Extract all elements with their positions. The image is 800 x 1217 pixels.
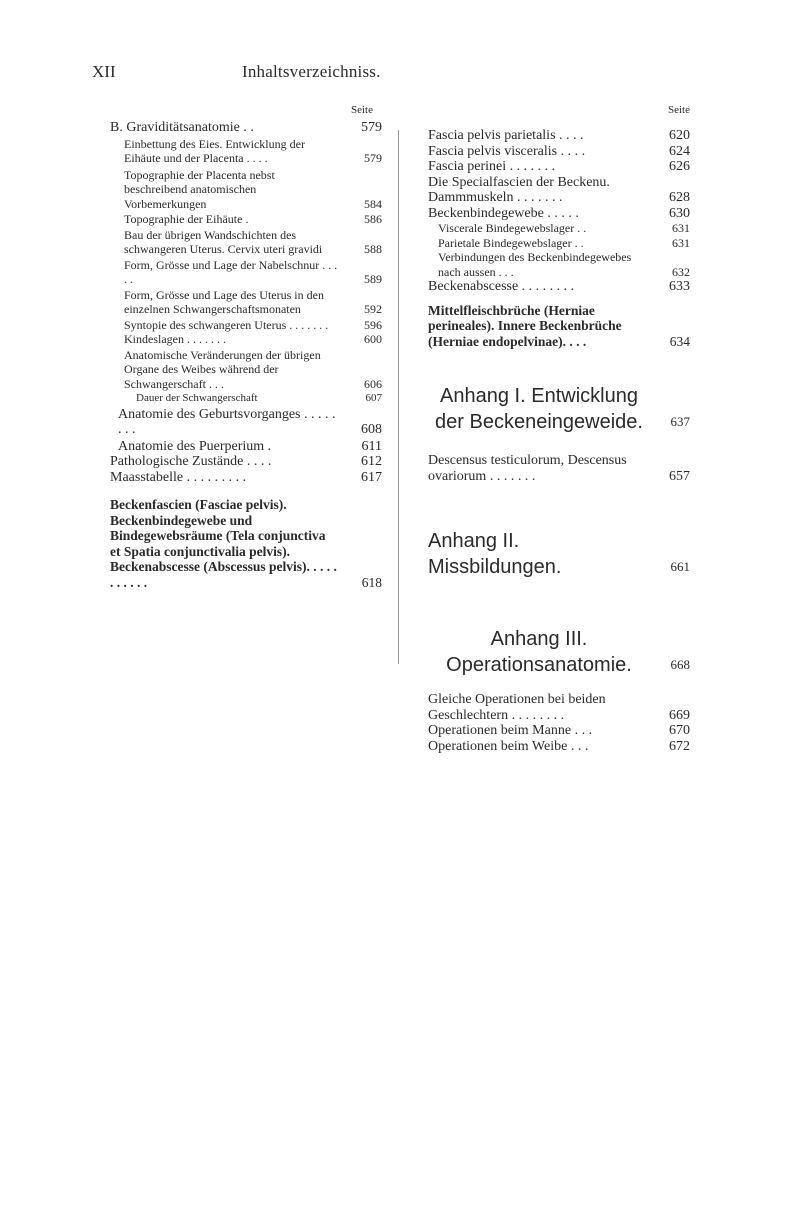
entry-text: Descensus testiculorum, Descensus ovariorum . . . . . . .: [428, 453, 627, 484]
running-header: [92, 62, 692, 86]
toc-entry: [398, 723, 690, 739]
entry-page: 589: [364, 272, 382, 286]
entry-text: Anhang III. Operationsanatomie.: [446, 628, 632, 676]
toc-entry: [110, 439, 382, 455]
entry-page: 600: [364, 332, 382, 346]
entry-page: 588: [364, 242, 382, 256]
toc-entry: [110, 470, 382, 486]
entry-text: Fascia pelvis parietalis . . . .: [428, 128, 584, 143]
entry-text: Einbettung des Eies. Entwicklung der Eihäute und der Placenta . . . .: [124, 136, 305, 165]
entry-text: Beckenbindegewebe . . . . .: [428, 205, 579, 221]
toc-entry: [110, 258, 382, 287]
entry-text: Gleiche Operationen bei beiden Geschlechtern . . . . . . . .: [428, 692, 606, 723]
seite-label: Seite: [351, 104, 373, 116]
entry-page: 579: [361, 120, 382, 135]
toc-entry: [110, 348, 382, 392]
entry-text: Beckenabscesse . . . . . . . .: [428, 279, 575, 294]
toc-entry: [398, 250, 690, 279]
seite-label: Seite: [668, 104, 690, 116]
toc-entry: [398, 159, 690, 175]
entry-page: 596: [364, 317, 382, 332]
toc-entry: [398, 279, 690, 295]
entry-page: 618: [361, 574, 382, 590]
toc-entry: [110, 168, 382, 212]
entry-text: Viscerale Bindegewebslager . .: [438, 221, 587, 235]
entry-text: Beckenfascien (Fasciae pelvis). Beckenbindegewebe und Bindegewebsräume (Tela conjunctiva et Spatia conjunctivalia pelvis). Beckenabscesse (Abscessus pelvis). . . . . . . . . . .: [110, 497, 337, 590]
toc-entry: [398, 221, 690, 236]
entry-text: Anhang I. Entwicklung der Beckeneingeweide.: [435, 385, 643, 433]
entry-page: 670: [669, 723, 690, 738]
toc-entry: [110, 332, 382, 347]
toc-entry: [398, 236, 690, 251]
entry-page: 606: [364, 376, 382, 391]
toc-entry: [398, 175, 690, 206]
entry-page: 624: [669, 143, 690, 159]
toc-entry: [110, 454, 382, 470]
entry-page: 668: [670, 657, 690, 672]
entry-text: Verbindungen des Beckenbindegewebes nach aussen . . .: [438, 250, 632, 279]
toc-section-entry: [110, 497, 382, 590]
entry-text: Maasstabelle . . . . . . . . .: [110, 469, 247, 485]
toc-entry: [398, 739, 690, 755]
entry-text: Fascia perinei . . . . . . .: [428, 159, 556, 174]
toc-entry: [110, 407, 382, 438]
entry-text: Parietale Bindegewebslager . .: [438, 235, 584, 250]
toc-entry: [398, 206, 690, 222]
entry-text: Anatomie des Geburtsvorganges . . . . . . . .: [118, 406, 336, 437]
entry-page: 608: [361, 422, 382, 437]
entry-page: 611: [361, 438, 382, 454]
toc-entry: [398, 128, 690, 144]
toc-entry: [110, 120, 382, 136]
entry-page: 632: [672, 264, 690, 279]
entry-text: B. Graviditätsanatomie . .: [110, 120, 254, 135]
entry-page: 669: [669, 707, 690, 723]
entry-page: 634: [669, 333, 690, 349]
running-title: Inhaltsverzeichniss.: [242, 62, 381, 81]
appendix-heading: [398, 626, 690, 678]
entry-text: Mittelfleischbrüche (Herniae perineales). Innere Beckenbrüche (Herniae endopelvinae). . . .: [428, 302, 622, 349]
appendix-heading: [398, 383, 690, 435]
toc-entry: [398, 692, 690, 723]
appendix-heading: [398, 528, 690, 580]
entry-text: Fascia pelvis visceralis . . . .: [428, 143, 586, 159]
entry-page: 633: [669, 279, 690, 294]
entry-text: Bau der übrigen Wandschichten des schwangeren Uterus. Cervix uteri gravidi: [124, 227, 323, 256]
entry-text: Anatomie des Puerperium .: [118, 438, 272, 454]
entry-text: Dauer der Schwangerschaft: [136, 392, 258, 404]
toc-entry: [110, 318, 382, 333]
entry-text: Anatomische Veränderungen der übrigen Organe des Weibes während der Schwangerschaft . . .: [124, 347, 321, 391]
right-column: [398, 104, 690, 754]
toc-entry: [398, 453, 690, 484]
toc-entry: [110, 392, 382, 406]
entry-text: Syntopie des schwangeren Uterus . . . . . . .: [124, 317, 329, 332]
entry-text: Form, Grösse und Lage der Nabelschnur . . . . .: [124, 257, 338, 286]
entry-text: Form, Grösse und Lage des Uterus in den einzelnen Schwangerschaftsmonaten: [124, 287, 324, 316]
entry-page: 661: [670, 559, 690, 574]
entry-text: Kindeslagen . . . . . . .: [124, 332, 226, 346]
entry-text: Operationen beim Weibe . . .: [428, 738, 589, 754]
left-column: [110, 104, 382, 590]
entry-page: 631: [672, 235, 690, 250]
entry-page: 631: [672, 221, 690, 235]
entry-page: 672: [669, 738, 690, 754]
entry-text: Anhang II. Missbildungen.: [428, 530, 562, 578]
entry-page: 607: [365, 392, 382, 404]
toc-entry: [110, 228, 382, 257]
entry-page: 626: [669, 159, 690, 174]
toc-entry: [398, 144, 690, 160]
entry-page: 617: [361, 469, 382, 485]
entry-page: 584: [364, 196, 382, 211]
toc-section-entry: [398, 303, 690, 350]
entry-text: Topographie der Eihäute .: [124, 212, 249, 226]
toc-entry: [110, 212, 382, 227]
entry-page: 620: [669, 128, 690, 143]
entry-page: 592: [364, 302, 382, 316]
toc-entry: [110, 137, 382, 166]
entry-text: Die Specialfascien der Beckenu. Dammmuskeln . . . . . . .: [428, 174, 610, 205]
entry-page: 630: [669, 205, 690, 221]
entry-text: Pathologische Zustände . . . .: [110, 454, 272, 469]
entry-page: 612: [361, 454, 382, 469]
entry-text: Operationen beim Manne . . .: [428, 723, 593, 738]
page-number: XII: [92, 62, 116, 81]
entry-page: 586: [364, 212, 382, 226]
entry-text: Topographie der Placenta nebst beschreibend anatomischen Vorbemerkungen: [124, 167, 275, 211]
entry-page: 657: [669, 468, 690, 484]
entry-page: 628: [669, 190, 690, 205]
entry-page: 579: [364, 151, 382, 165]
entry-page: 637: [670, 414, 690, 429]
toc-entry: [110, 288, 382, 317]
